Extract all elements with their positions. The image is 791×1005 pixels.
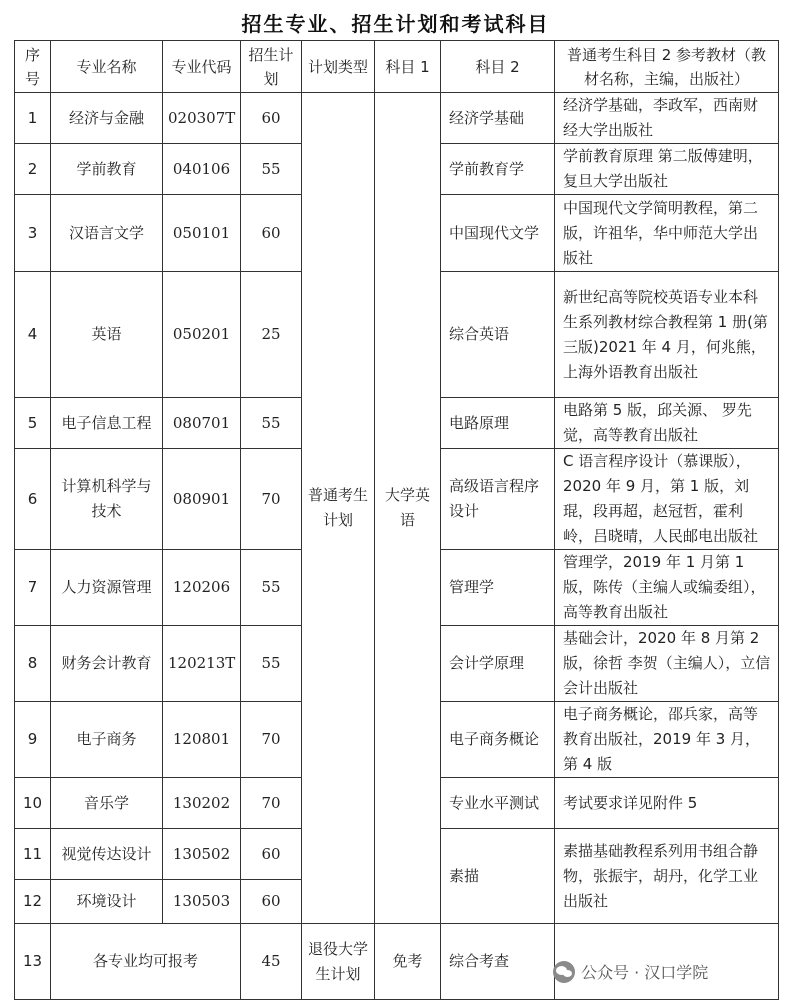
row-plan: 60 bbox=[241, 829, 302, 880]
row-book: 考试要求详见附件 5 bbox=[555, 778, 779, 829]
header-book: 普通考生科目 2 参考教材（教材名称，主编，出版社） bbox=[555, 41, 779, 93]
row-major: 人力资源管理 bbox=[51, 550, 163, 626]
row-subj2: 高级语言程序设计 bbox=[441, 449, 555, 550]
row-no: 12 bbox=[15, 880, 51, 924]
row-no: 10 bbox=[15, 778, 51, 829]
row-book: 经济学基础，李政军，西南财经大学出版社 bbox=[555, 93, 779, 144]
row-subj2: 经济学基础 bbox=[441, 93, 555, 144]
subj2-merged-11-12: 素描 bbox=[441, 829, 555, 924]
row-major: 电子商务 bbox=[51, 702, 163, 778]
row-book: 电路第 5 版，邱关源、 罗先觉，高等教育出版社 bbox=[555, 398, 779, 449]
row-no: 1 bbox=[15, 93, 51, 144]
table-row bbox=[15, 93, 779, 144]
row-subj2: 综合英语 bbox=[441, 272, 555, 398]
row-major: 视觉传达设计 bbox=[51, 829, 163, 880]
wechat-icon bbox=[553, 961, 575, 983]
row-no: 13 bbox=[15, 924, 51, 1000]
row-plan: 55 bbox=[241, 626, 302, 702]
row-plan: 70 bbox=[241, 702, 302, 778]
row-code: 080701 bbox=[163, 398, 241, 449]
header-plan-type: 计划类型 bbox=[302, 41, 375, 93]
row-no: 3 bbox=[15, 195, 51, 272]
header-code: 专业代码 bbox=[163, 41, 241, 93]
row-major: 音乐学 bbox=[51, 778, 163, 829]
row-book: 新世纪高等院校英语专业本科生系列教材综合教程第 1 册(第三版)2021 年 4 月，何兆熊，上海外语教育出版社 bbox=[555, 272, 779, 398]
watermark bbox=[553, 960, 708, 983]
row-code: 020307T bbox=[163, 93, 241, 144]
row-book: 中国现代文学简明教程，第二版，许祖华，华中师范大学出版社 bbox=[555, 195, 779, 272]
row-code: 050201 bbox=[163, 272, 241, 398]
row-book: 基础会计，2020 年 8 月第 2 版，徐哲 李贺（主编人），立信会计出版社 bbox=[555, 626, 779, 702]
row-plan-type: 退役大学生计划 bbox=[302, 924, 375, 1000]
row-subj2: 中国现代文学 bbox=[441, 195, 555, 272]
row-plan: 60 bbox=[241, 195, 302, 272]
row-plan: 55 bbox=[241, 144, 302, 195]
row-plan: 70 bbox=[241, 778, 302, 829]
row-code: 120213T bbox=[163, 626, 241, 702]
row-no: 5 bbox=[15, 398, 51, 449]
row-no: 7 bbox=[15, 550, 51, 626]
row-plan: 60 bbox=[241, 880, 302, 924]
row-book: 学前教育原理 第二版傅建明，复旦大学出版社 bbox=[555, 144, 779, 195]
row-major: 汉语言文学 bbox=[51, 195, 163, 272]
row-plan: 55 bbox=[241, 398, 302, 449]
row-book: 管理学，2019 年 1 月第 1 版，陈传（主编人或编委组），高等教育出版社 bbox=[555, 550, 779, 626]
row-no: 9 bbox=[15, 702, 51, 778]
plan-type-merged: 普通考生计划 bbox=[302, 93, 375, 924]
row-plan: 70 bbox=[241, 449, 302, 550]
page-title: 招生专业、招生计划和考试科目 bbox=[241, 12, 550, 36]
row-major: 财务会计教育 bbox=[51, 626, 163, 702]
row-subj2: 专业水平测试 bbox=[441, 778, 555, 829]
row-major: 各专业均可报考 bbox=[51, 924, 241, 1000]
row-major: 经济与金融 bbox=[51, 93, 163, 144]
header-major: 专业名称 bbox=[51, 41, 163, 93]
row-plan: 55 bbox=[241, 550, 302, 626]
header-subj2: 科目 2 bbox=[441, 41, 555, 93]
row-no: 8 bbox=[15, 626, 51, 702]
row-code: 130202 bbox=[163, 778, 241, 829]
row-no: 2 bbox=[15, 144, 51, 195]
row-subj1: 免考 bbox=[375, 924, 441, 1000]
row-plan: 25 bbox=[241, 272, 302, 398]
row-code: 120801 bbox=[163, 702, 241, 778]
row-code: 120206 bbox=[163, 550, 241, 626]
row-book: 电子商务概论，邵兵家，高等教育出版社，2019 年 3 月，第 4 版 bbox=[555, 702, 779, 778]
row-code: 130502 bbox=[163, 829, 241, 880]
header-subj1: 科目 1 bbox=[375, 41, 441, 93]
row-subj2: 电子商务概论 bbox=[441, 702, 555, 778]
row-major: 学前教育 bbox=[51, 144, 163, 195]
row-major: 电子信息工程 bbox=[51, 398, 163, 449]
watermark-text: 公众号 · 汉口学院 bbox=[581, 963, 709, 982]
row-no: 6 bbox=[15, 449, 51, 550]
row-subj2: 会计学原理 bbox=[441, 626, 555, 702]
row-major: 计算机科学与技术 bbox=[51, 449, 163, 550]
row-code: 080901 bbox=[163, 449, 241, 550]
row-book: C 语言程序设计（慕课版），2020 年 9 月，第 1 版，刘琨，段再超，赵冠哲，霍利岭，吕晓晴，人民邮电出版社 bbox=[555, 449, 779, 550]
row-major: 英语 bbox=[51, 272, 163, 398]
row-plan: 60 bbox=[241, 93, 302, 144]
row-subj2: 电路原理 bbox=[441, 398, 555, 449]
header-plan-num: 招生计划 bbox=[241, 41, 302, 93]
row-plan: 45 bbox=[241, 924, 302, 1000]
row-subj2: 学前教育学 bbox=[441, 144, 555, 195]
admissions-table bbox=[14, 40, 779, 1000]
book-merged-11-12: 素描基础教程系列用书组合静物，张振宇，胡丹，化学工业出版社 bbox=[555, 829, 779, 924]
row-code: 050101 bbox=[163, 195, 241, 272]
row-subj2: 管理学 bbox=[441, 550, 555, 626]
row-subj2: 综合考查 bbox=[441, 924, 555, 1000]
row-code: 130503 bbox=[163, 880, 241, 924]
row-no: 11 bbox=[15, 829, 51, 880]
row-major: 环境设计 bbox=[51, 880, 163, 924]
row-code: 040106 bbox=[163, 144, 241, 195]
header-seq: 序号 bbox=[15, 41, 51, 93]
row-no: 4 bbox=[15, 272, 51, 398]
subj1-merged: 大学英语 bbox=[375, 93, 441, 924]
